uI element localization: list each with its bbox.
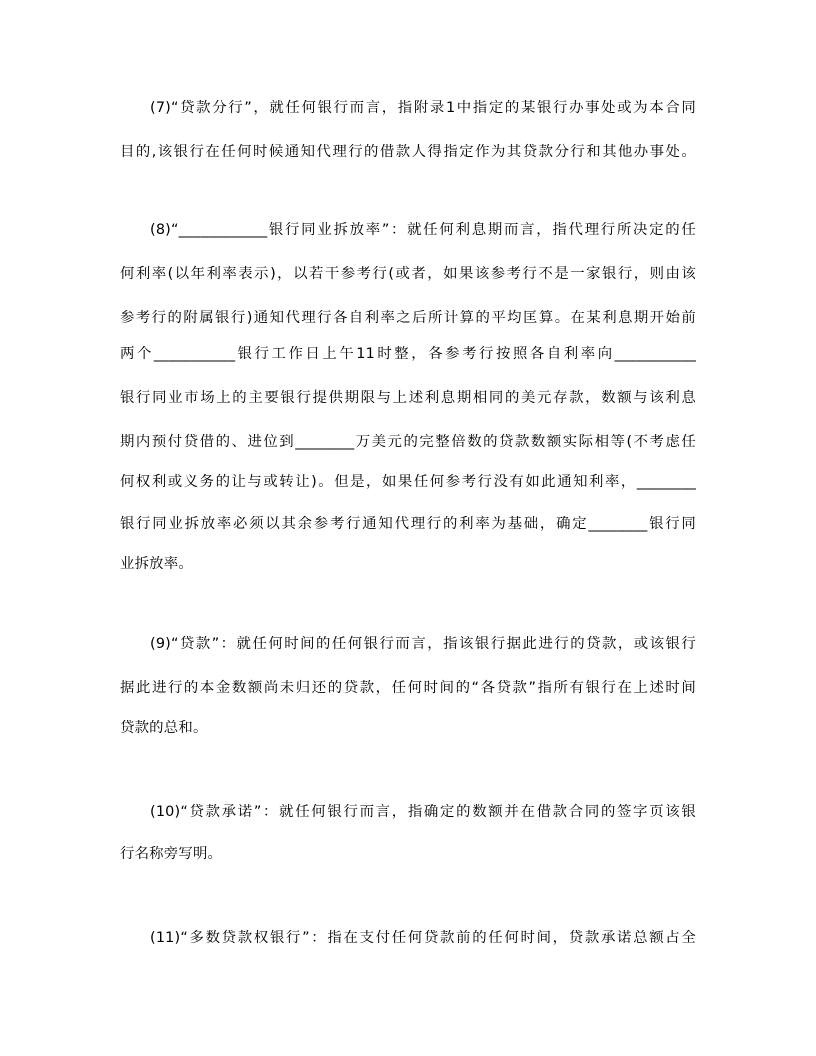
- paragraph-8-line-2: 何利率(以年利率表示)，以若干参考行(或者，如果该参考行不是一家银行，则由该: [120, 266, 696, 282]
- paragraph-7-line-2: 目的,该银行在任何时候通知代理行的借款人得指定作为其贷款分行和其他办事处。: [120, 144, 696, 160]
- paragraph-8-line-3: 参考行的附属银行)通知代理行各自利率之后所计算的平均匡算。在某利息期开始前: [120, 310, 696, 326]
- paragraph-8-line-7: 何权利或义务的让与或转让)。但是，如果任何参考行没有如此通知利率，________: [120, 474, 696, 490]
- paragraph-8-line-4: 两个___________银行工作日上午11时整，各参考行按照各自利率向___________: [120, 346, 696, 362]
- paragraph-8-line-1: (8)“____________银行同业拆放率”：就任何利息期而言，指代理行所决定的任: [150, 222, 696, 238]
- paragraph-11-line-1: (11)“多数贷款权银行”：指在支付任何贷款前的任何时间，贷款承诺总额占全: [150, 930, 696, 946]
- paragraph-10-line-1: (10)“贷款承诺”：就任何银行而言，指确定的数额并在借款合同的签字页该银: [150, 804, 696, 820]
- paragraph-8-line-5: 银行同业市场上的主要银行提供期限与上述利息期相同的美元存款，数额与该利息: [120, 390, 696, 406]
- paragraph-8-line-6: 期内预付贷借的、进位到________万美元的完整倍数的贷款数额实际相等(不考虑任: [120, 434, 696, 450]
- paragraph-8-line-8: 银行同业拆放率必须以其余参考行通知代理行的利率为基础，确定________银行同: [120, 516, 696, 532]
- paragraph-10-line-2: 行名称旁写明。: [120, 846, 223, 862]
- paragraph-9-line-1: (9)“贷款”：就任何时间的任何银行而言，指该银行据此进行的贷款，或该银行: [150, 636, 696, 652]
- paragraph-8-line-9: 业拆放率。: [120, 556, 193, 572]
- paragraph-9-line-2: 据此进行的本金数额尚未归还的贷款，任何时间的“各贷款”指所有银行在上述时间: [120, 680, 696, 696]
- paragraph-9-line-3: 贷款的总和。: [120, 720, 208, 736]
- paragraph-7-line-1: (7)“贷款分行”，就任何银行而言，指附录1中指定的某银行办事处或为本合同: [150, 100, 696, 116]
